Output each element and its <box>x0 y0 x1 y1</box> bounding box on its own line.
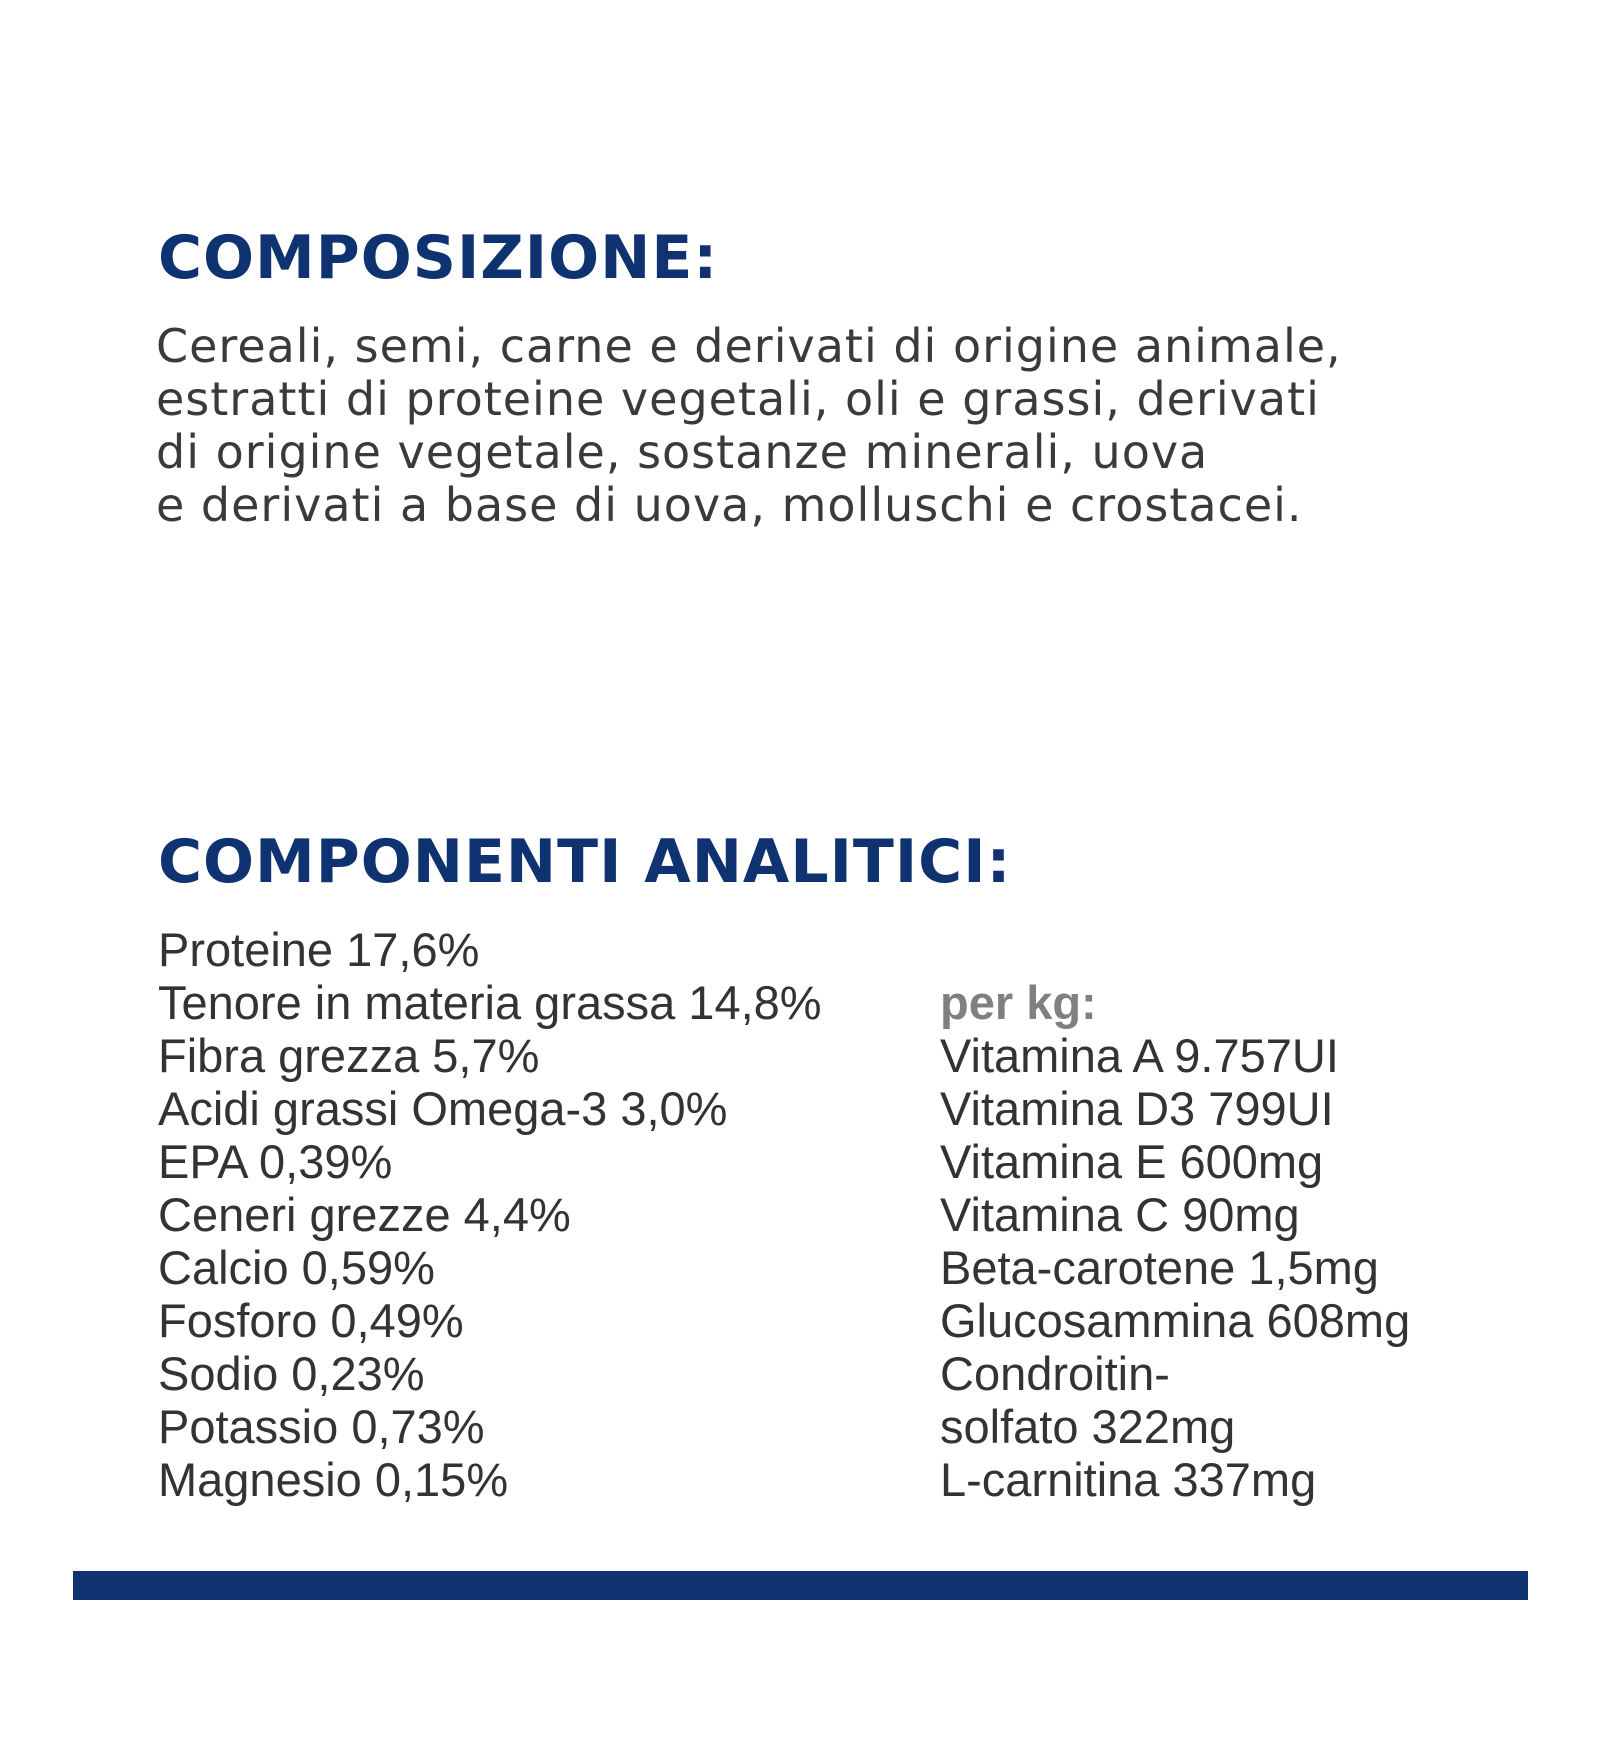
analytic-item: Fibra grezza 5,7% <box>158 1029 540 1082</box>
vitamin-item: Vitamina C 90mg <box>940 1188 1300 1241</box>
per-kg-label: per kg: <box>940 976 1097 1029</box>
analytic-list-right <box>940 976 1410 1506</box>
analytic-item: Acidi grassi Omega-3 3,0% <box>158 1082 728 1135</box>
vitamin-item: Beta-carotene 1,5mg <box>940 1241 1379 1294</box>
vitamin-item: Condroitin- <box>940 1347 1170 1400</box>
analytic-item: Magnesio 0,15% <box>158 1453 509 1506</box>
vitamin-item: Vitamina E 600mg <box>940 1135 1324 1188</box>
vitamin-item: Vitamina A 9.757UI <box>940 1029 1339 1082</box>
vitamin-item: L-carnitina 337mg <box>940 1453 1317 1506</box>
analytic-item: Proteine 17,6% <box>158 923 480 976</box>
composition-line: di origine vegetale, sostanze minerali, uova <box>156 425 1209 479</box>
analytic-list-left <box>158 923 822 1506</box>
analytic-item: Sodio 0,23% <box>158 1347 425 1400</box>
analytic-item: Tenore in materia grassa 14,8% <box>158 976 822 1029</box>
analytics-title: COMPONENTI ANALITICI: <box>158 827 1012 897</box>
composition-line: e derivati a base di uova, molluschi e crostacei. <box>156 478 1303 532</box>
composition-text <box>156 320 1456 532</box>
footer-bar <box>73 1571 1528 1600</box>
analytic-item: Potassio 0,73% <box>158 1400 485 1453</box>
composition-title: COMPOSIZIONE: <box>158 223 719 293</box>
analytic-item: Fosforo 0,49% <box>158 1294 464 1347</box>
analytic-item: Ceneri grezze 4,4% <box>158 1188 571 1241</box>
vitamin-item: Vitamina D3 799UI <box>940 1082 1334 1135</box>
analytic-item: Calcio 0,59% <box>158 1241 435 1294</box>
vitamin-item: solfato 322mg <box>940 1400 1236 1453</box>
analytic-item: EPA 0,39% <box>158 1135 393 1188</box>
composition-line: Cereali, semi, carne e derivati di origine animale, <box>156 319 1342 373</box>
composition-line: estratti di proteine vegetali, oli e grassi, derivati <box>156 372 1320 426</box>
vitamin-item: Glucosammina 608mg <box>940 1294 1411 1347</box>
